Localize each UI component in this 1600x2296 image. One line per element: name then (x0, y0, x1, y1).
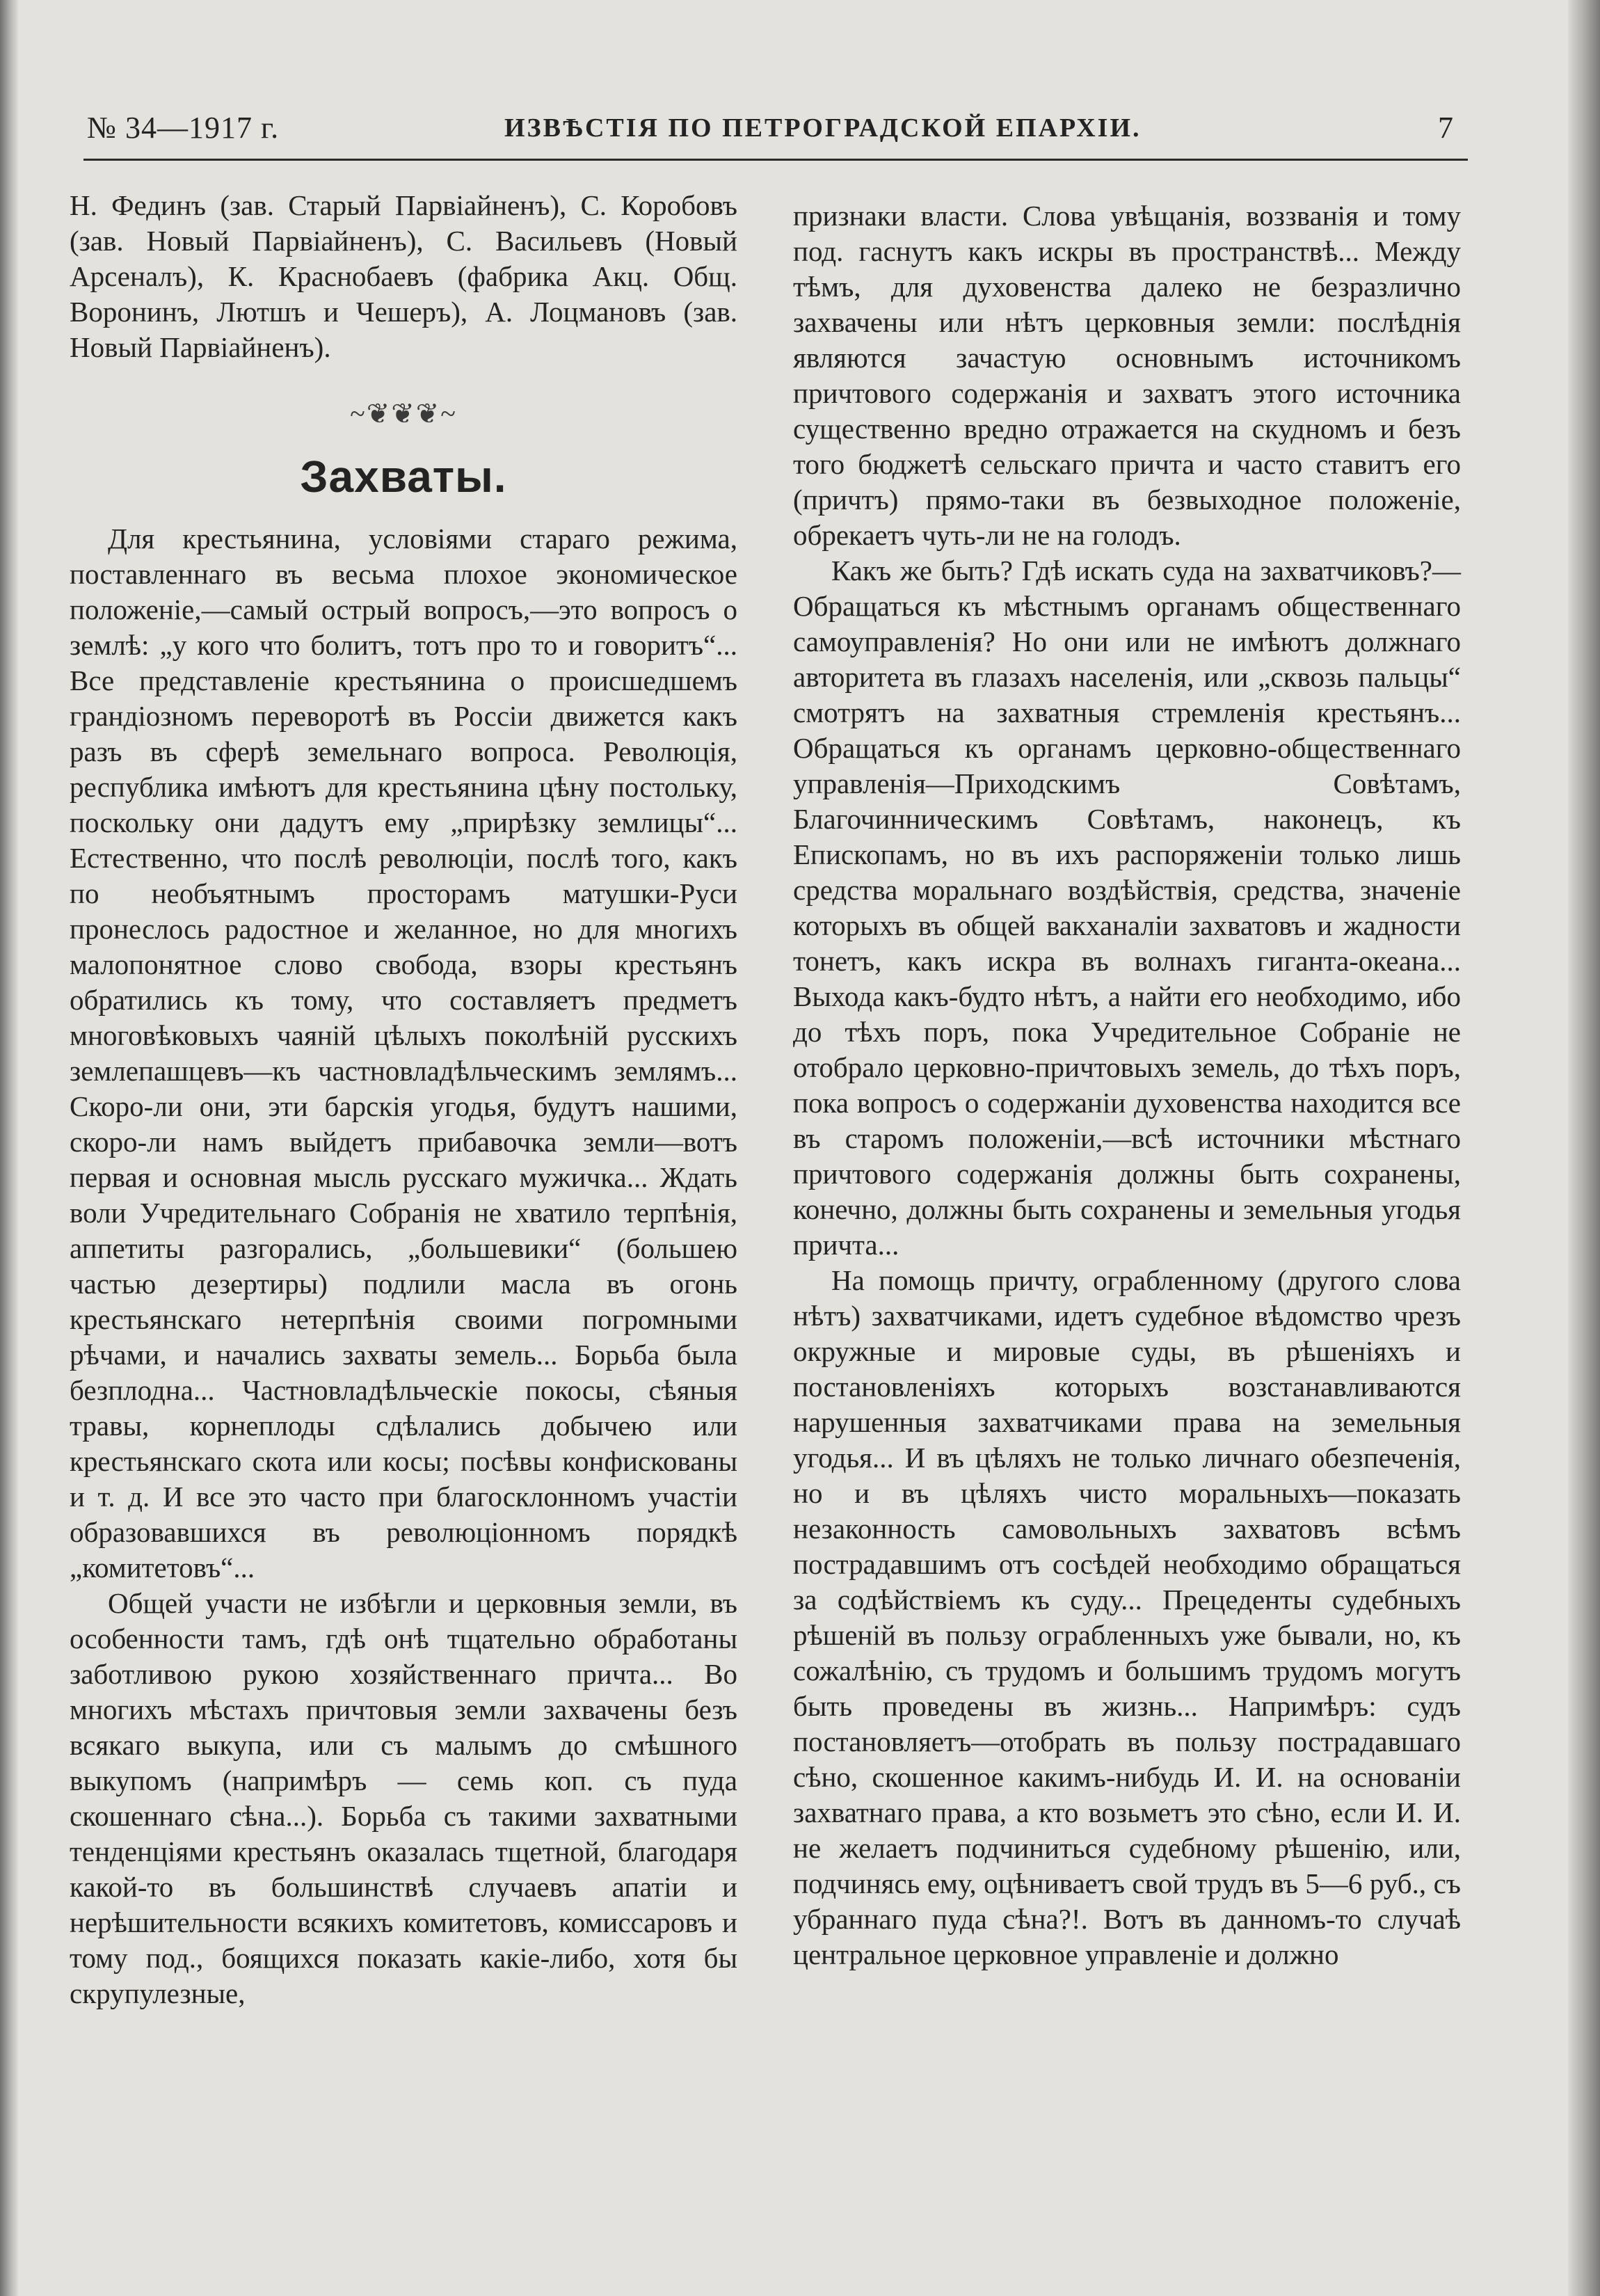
article-paragraph-4: Какъ же быть? Гдѣ искать суда на захватчиковъ?—Обращаться къ мѣстнымъ органамъ общественнаго самоуправленія? Но они или не имѣютъ должнаго авторитета въ глазахъ населенія, или „сквозь пальцы“ смотрятъ на захватныя стремленія крестьянъ... Обращаться къ органамъ церковно-общественнаго управленія—Приходскимъ Совѣтамъ, Благочинническимъ Совѣтамъ, наконецъ, къ Епископамъ, но въ ихъ распоряженіи только лишь средства моральнаго воздѣйствія, средства, значеніе которыхъ въ общей вакханаліи захватовъ и жадности тонетъ, какъ искра въ волнахъ гиганта-океана... Выхода какъ-будто нѣтъ, а найти его необходимо, ибо до тѣхъ поръ, пока Учредительное Собраніе не отобрало церковно-причтовыхъ земель, до тѣхъ поръ, пока вопросъ о содержаніи духовенства находится все въ старомъ положеніи,—всѣ источники мѣстнаго причтового содержанія должны быть сохранены, конечно, должны быть сохранены и земельныя угодья причта... (793, 555, 1461, 1261)
ornament-divider: ~❦❦❦~ (350, 398, 457, 429)
article-paragraph-5: На помощь причту, ограбленному (другого слова нѣтъ) захватчиками, идетъ судебное вѣдомство чрезъ окружные и мировые суды, въ рѣшеніяхъ и постановленіяхъ которыхъ возстанавливаются нарушенныя захватчиками права на земельныя угодья... И въ цѣляхъ не только личнаго обезпеченія, но и въ цѣляхъ чисто моральныхъ—показать незаконность самовольныхъ захватовъ всѣмъ пострадавшимъ отъ сосѣдей необходимо обращаться за содѣйствіемъ къ суду... Прецеденты судебныхъ рѣшеній въ пользу ограбленныхъ уже бывали, но, къ сожалѣнію, съ трудомъ и большимъ трудомъ могутъ быть проведены въ жизнь... Напримѣръ: судъ постановляетъ—отобрать въ пользу пострадавшаго сѣно, скошенное какимъ-нибудь И. И. на основаніи захватнаго права, а кто возьметъ это сѣно, если И. И. не желаетъ подчиниться судебному рѣшенію, или, подчинясь ему, оцѣниваетъ свой трудъ въ 5—6 руб., съ убраннаго пуда сѣна?!. Вотъ въ данномъ-то случаѣ центральное церковное управленіе и должно (793, 1264, 1461, 1970)
signatories-paragraph: Н. Фединъ (зав. Старый Парвіайненъ), С. Коробовъ (зав. Новый Парвіайненъ), С. Васильевъ (Новый Арсеналъ), К. Краснобаевъ (фабрика Акц. Общ. Воронинъ, Лютшъ и Чешеръ), А. Лоцмановъ (зав. Новый Парвіайненъ). (70, 189, 737, 363)
journal-title: ИЗВѢСТІЯ ПО ПЕТРОГРАДСКОЙ ЕПАРХІИ. (504, 113, 1142, 143)
article-paragraph-2: Общей участи не избѣгли и церковныя земли, въ особенности тамъ, гдѣ онѣ тщательно обработаны заботливою рукою хозяйственнаго причта... Во многихъ мѣстахъ причтовыя земли захвачены безъ всякаго выкупа, или съ малымъ до смѣшного выкупомъ (напримѣръ — семь коп. съ пуда скошеннаго сѣна...). Борьба съ такими захватными тенденціями крестьянъ оказалась тщетной, благодаря какой-то въ большинствѣ случаевъ апатіи и нерѣшительности всякихъ комитетовъ, комиссаровъ и тому под., боящихся показать какіе-либо, хотя бы скрупулезные, (70, 1587, 737, 2009)
article-paragraph-3: признаки власти. Слова увѣщанія, воззванія и тому под. гаснутъ какъ искры въ пространствѣ... Между тѣмъ, для духовенства далеко не безразлично захвачены или нѣтъ церковныя земли: послѣднія являются зачастую основнымъ источникомъ причтового содержанія и захватъ этого источника существенно вредно отражается на скудномъ и безъ того бюджетѣ сельскаго причта и часто ставитъ его (причтъ) прямо-таки въ безвыходное положеніе, обрекаетъ чуть-ли не на голодъ. (793, 200, 1461, 551)
header-rule (83, 159, 1468, 161)
article-paragraph-1: Для крестьянина, условіями стараго режима, поставленнаго въ весьма плохое экономическое положеніе,—самый острый вопросъ,—это вопросъ о землѣ: „у кого что болитъ, тотъ про то и говоритъ“... Все представленіе крестьянина о происшедшемъ грандіозномъ переворотѣ въ Россіи движется какъ разъ въ сферѣ земельнаго вопроса. Революція, республика имѣютъ для крестьянина цѣну постольку, поскольку они дадутъ ему „прирѣзку землицы“... Естественно, что послѣ революціи, послѣ того, какъ по необъятнымъ просторамъ матушки-Руси пронеслось радостное и желанное, но для многихъ малопонятное слово свобода, взоры крестьянъ обратились къ тому, что составляетъ предметъ многовѣковыхъ чаяній цѣлыхъ поколѣній русскихъ землепашцевъ—къ частновладѣльческимъ землямъ... Скоро-ли они, эти барскія угодья, будутъ нашими, скоро-ли намъ выйдетъ прибавочка земли—вотъ первая и основная мысль русскаго мужичка... Ждать воли Учредительнаго Собранія не хватило терпѣнія, аппетиты разгорались, „большевики“ (большею частью дезертиры) подлили масла въ огонь крестьянскаго нетерпѣнія своими погромными рѣчами, и начались захваты земель... Борьба была безплодна... Частновладѣльческіе покосы, сѣяныя травы, корнеплоды сдѣлались добычею или крестьянскаго скота или косы; посѣвы конфискованы и т. д. И все это часто при благосклонномъ участіи образовавшихся въ революціонномъ порядкѣ „комитетовъ“... (70, 523, 737, 1584)
page-number: 7 (1438, 111, 1454, 145)
article-title: Захваты. (300, 452, 507, 502)
page-header (87, 110, 1468, 153)
right-column (793, 198, 1461, 1972)
issue-number: № 34—1917 г. (87, 111, 280, 145)
left-column (70, 188, 737, 2011)
